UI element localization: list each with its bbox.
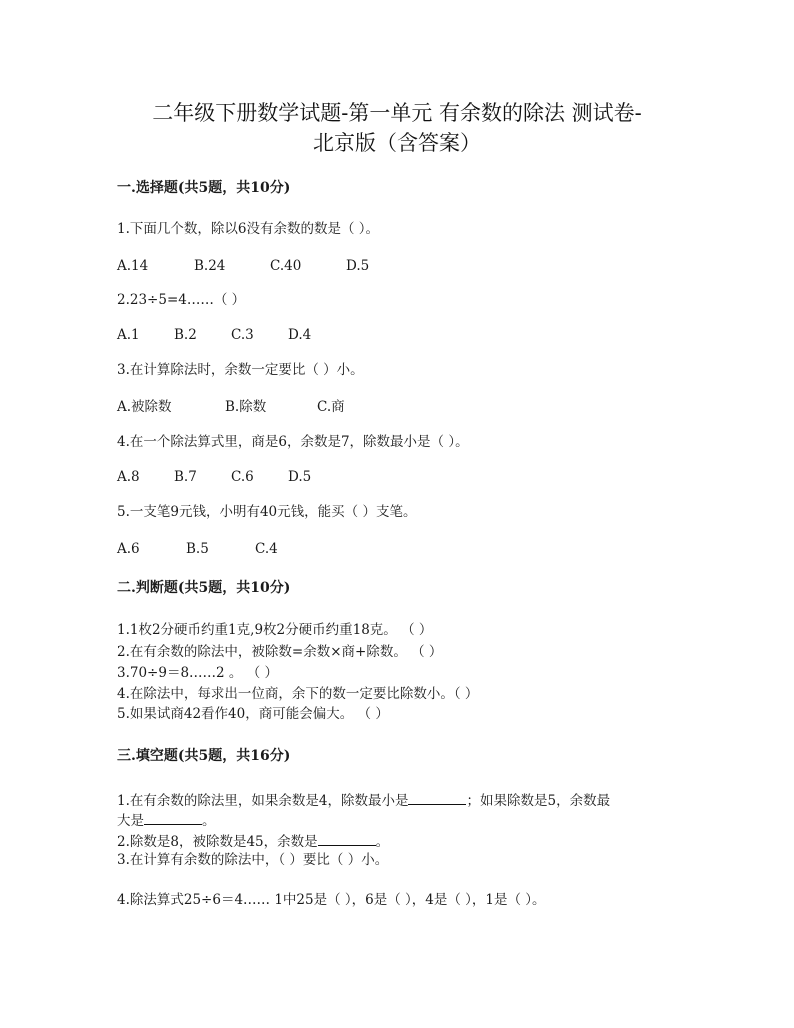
answer-blank [318, 830, 376, 846]
fill-question-4: 4.除法算式25÷6＝4…… 1中25是（ ），6是（ ），4是（ ），1是（ ）。 [117, 892, 546, 908]
option: A.6 [117, 541, 140, 557]
option: C.商 [317, 399, 345, 415]
text: 1.在有余数的除法里，如果余数是4，除数最小是 [117, 793, 409, 809]
option: A.8 [117, 469, 140, 485]
option: C.40 [270, 258, 302, 274]
section-heading-fill-in: 三.填空题(共5题，共16分) [117, 748, 291, 764]
fill-question-3: 3.在计算有余数的除法中，（ ）要比（ ）小。 [117, 852, 389, 868]
option: A.14 [117, 258, 149, 274]
option: D.4 [288, 327, 312, 343]
option: B.7 [174, 469, 197, 485]
choice-question-3: 3.在计算除法时，余数一定要比（ ）小。 [117, 362, 364, 378]
text: ；如果除数是5，余数最 [466, 793, 611, 809]
answer-blank [408, 789, 466, 805]
option: B.除数 [225, 399, 267, 415]
paper-title-line2: 北京版（含答案） [313, 131, 481, 155]
option: B.5 [186, 541, 209, 557]
judgement-item-3: 3.70÷9＝8……2 。 （ ） [117, 665, 279, 681]
judgement-item-5: 5.如果试商42看作40，商可能会偏大。 （ ） [117, 706, 389, 722]
text: 。 [375, 834, 390, 850]
section-heading-judgement: 二.判断题(共5题，共10分) [117, 580, 291, 596]
fill-question-2 [117, 830, 389, 852]
text: 2.除数是8，被除数是45，余数是 [117, 834, 318, 850]
option: C.6 [231, 469, 254, 485]
section-heading-choice: 一.选择题(共5题，共10分) [117, 180, 291, 196]
option: C.3 [231, 327, 254, 343]
fill-question-1-line1 [117, 789, 610, 811]
judgement-item-4: 4.在除法中，每求出一位商，余下的数一定要比除数小。（ ） [117, 686, 479, 702]
choice-question-1: 1.下面几个数，除以6没有余数的数是（ ）。 [117, 221, 380, 237]
option: A.1 [117, 327, 140, 343]
option: B.2 [174, 327, 197, 343]
answer-blank [144, 809, 202, 825]
text: 。 [202, 813, 216, 829]
choice-question-5: 5.一支笔9元钱，小明有40元钱，能买（ ）支笔。 [117, 504, 417, 520]
judgement-item-2: 2.在有余数的除法中，被除数=余数×商+除数。 （ ） [117, 644, 443, 660]
option: A.被除数 [117, 399, 172, 415]
paper-title-line1: 二年级下册数学试题-第一单元 有余数的除法 测试卷- [152, 101, 642, 125]
choice-question-4: 4.在一个除法算式里，商是6，余数是7，除数最小是（ ）。 [117, 434, 469, 450]
judgement-item-1: 1.1枚2分硬币约重1克,9枚2分硬币约重18克。 （ ） [117, 622, 433, 638]
option: B.24 [194, 258, 226, 274]
text: 大是 [117, 813, 144, 829]
choice-question-2: 2.23÷5=4……（ ） [117, 292, 246, 308]
option: D.5 [346, 258, 370, 274]
fill-question-1-line2 [117, 809, 216, 831]
option: D.5 [288, 469, 312, 485]
option: C.4 [255, 541, 278, 557]
